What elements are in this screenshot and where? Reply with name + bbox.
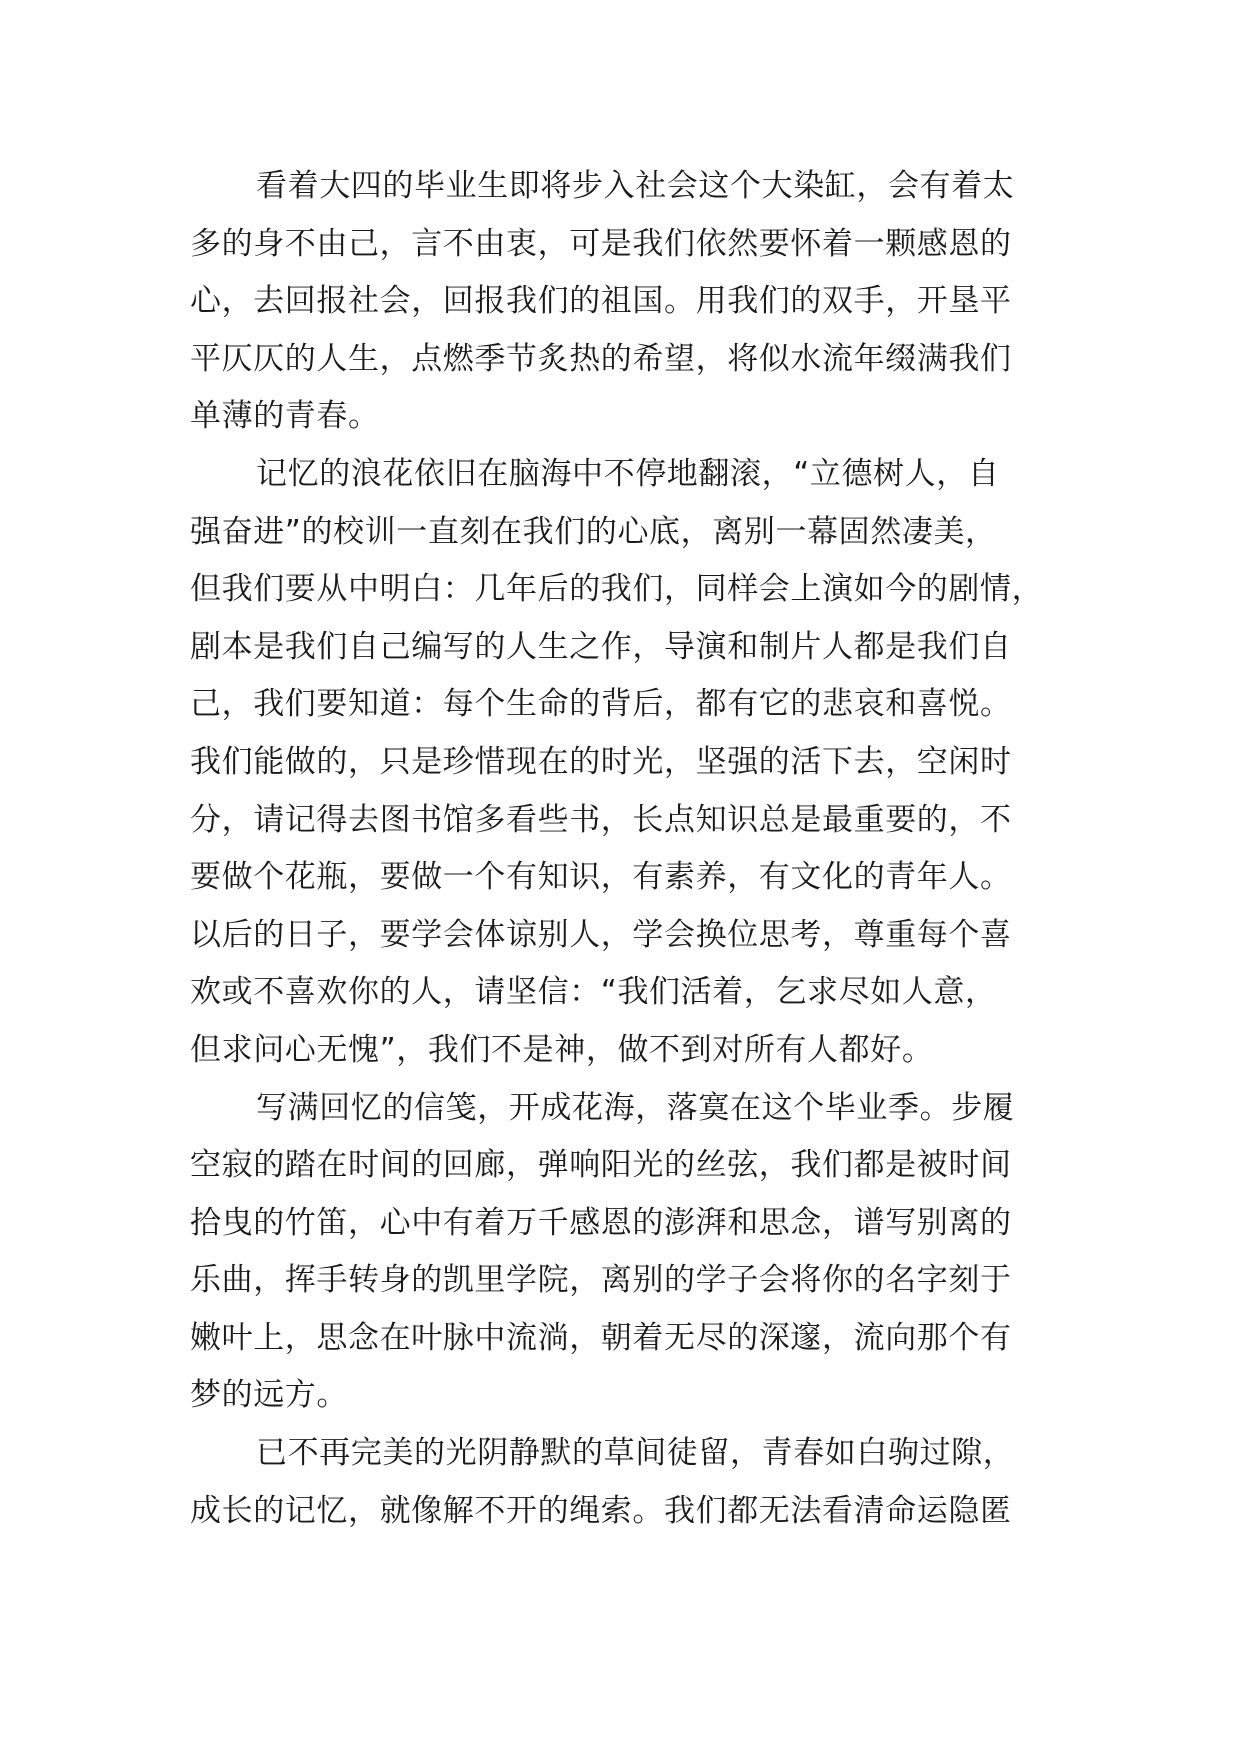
text-line: 看着大四的毕业生即将步入社会这个大染缸，会有着太 [256,168,1015,204]
text-line: 我们能做的，只是珍惜现在的时光，坚强的活下去，空闲时 [190,743,1012,780]
text-line: 记忆的浪花依旧在脑海中不停地翻滚，“立德树人，自 [256,455,1000,492]
paragraph-1 [190,158,1070,446]
paragraph-4 [190,1425,1070,1540]
text-line: 剧本是我们自己编写的人生之作，导演和制片人都是我们自 [190,628,1012,665]
body-text [190,158,1070,1540]
text-line: 但求问心无愧”，我们不是神，做不到对所有人都好。 [190,1031,934,1068]
text-line: 成长的记忆，就像解不开的绳索。我们都无法看清命运隐匿 [190,1492,1012,1529]
paragraph-2 [190,446,1070,1080]
text-line: 梦的远方。 [190,1377,348,1414]
text-line: 要做个花瓶，要做一个有知识，有素养，有文化的青年人。 [190,859,1012,896]
text-line: 乐曲，挥手转身的凯里学院，离别的学子会将你的名字刻于 [190,1262,1012,1299]
text-line: 己，我们要知道：每个生命的背后，都有它的悲哀和喜悦。 [190,686,1012,723]
text-line: 但我们要从中明白：几年后的我们，同样会上演如今的剧情， [190,571,1044,608]
text-line: 欢或不喜欢你的人，请坚信：“我们活着，乞求尽如人意， [190,974,997,1011]
text-line: 嫩叶上，思念在叶脉中流淌，朝着无尽的深邃，流向那个有 [190,1319,1012,1356]
text-line: 单薄的青春。 [190,398,380,435]
text-line: 已不再完美的光阴静默的草间徒留，青春如白驹过隙， [256,1435,1015,1472]
text-line: 拾曳的竹笛，心中有着万千感恩的澎湃和思念，谱写别离的 [190,1204,1012,1241]
text-line: 以后的日子，要学会体谅别人，学会换位思考，尊重每个喜 [190,916,1012,953]
text-line: 心，去回报社会，回报我们的祖国。用我们的双手，开垦平 [190,283,1012,320]
text-line: 写满回忆的信笺，开成花海，落寞在这个毕业季。步履 [256,1089,1015,1126]
text-line: 平仄仄的人生，点燃季节炙热的希望，将似水流年缀满我们 [190,340,1012,377]
text-line: 多的身不由己，言不由衷，可是我们依然要怀着一颗感恩的 [190,225,1012,262]
text-line: 空寂的踏在时间的回廊，弹响阳光的丝弦，我们都是被时间 [190,1147,1012,1184]
text-line: 分，请记得去图书馆多看些书，长点知识总是最重要的，不 [190,801,1012,838]
paragraph-3 [190,1080,1070,1426]
text-line: 强奋进”的校训一直刻在我们的心底，离别一幕固然凄美， [190,513,997,550]
